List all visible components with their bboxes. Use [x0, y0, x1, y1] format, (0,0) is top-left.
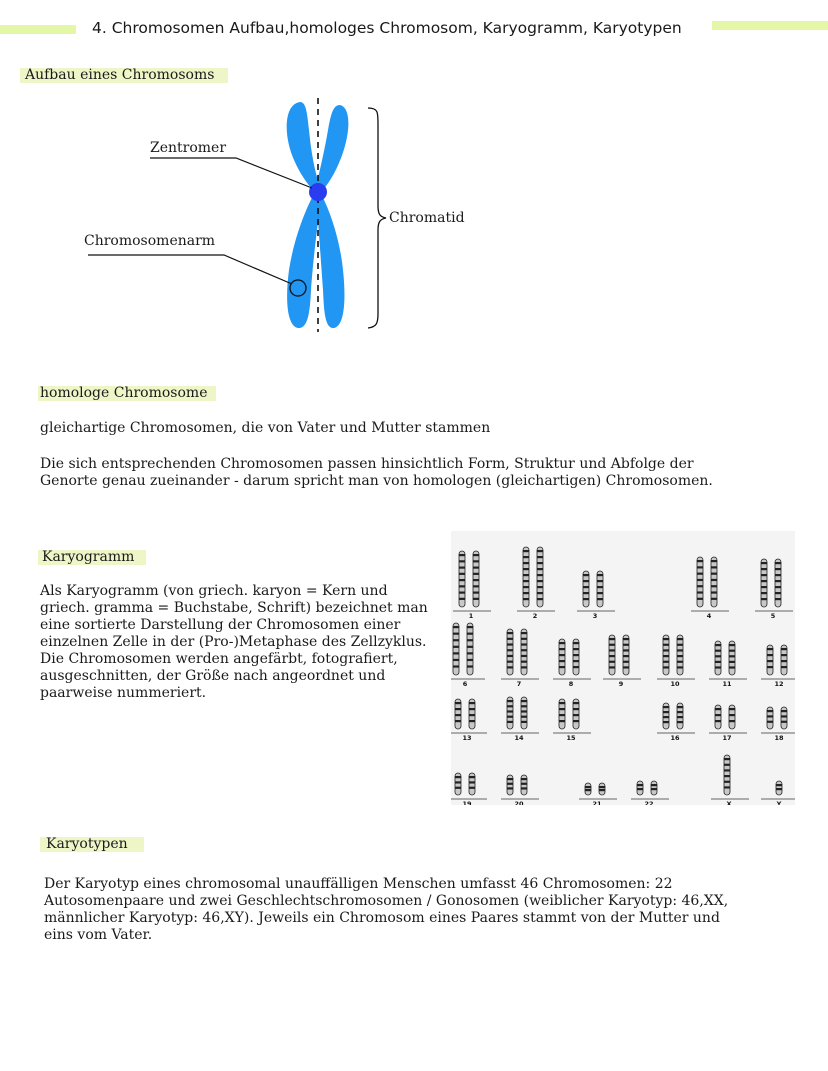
karyogram-band: [467, 626, 473, 628]
karyogram-number-label: 8: [568, 680, 574, 688]
karyogram-number-label: 19: [462, 800, 472, 805]
karyogram-chromosome: [583, 571, 589, 607]
karyogram-band: [473, 554, 479, 556]
karyogram-band: [711, 560, 717, 562]
karyogram-band: [775, 574, 781, 576]
karyogram-band: [767, 648, 773, 650]
karyogram-band: [523, 550, 529, 552]
karyogram-band: [623, 649, 629, 651]
chromatid-brace: [368, 108, 386, 328]
karyogram-band: [507, 783, 513, 785]
karyogram-band: [537, 550, 543, 552]
karyogram-band: [559, 708, 565, 710]
karyogram-number-label: 1: [468, 612, 474, 620]
karyogram-band: [711, 573, 717, 575]
karyogram-band: [523, 580, 529, 582]
karyogram-band: [724, 786, 730, 788]
karyogram-band: [583, 574, 589, 576]
karyogram-band: [715, 720, 721, 722]
zentromer-pointer: [150, 158, 312, 188]
karyogram-band: [521, 716, 527, 718]
title-highlight-left: [0, 25, 76, 34]
karyogramm-paragraph-line: einzelnen Zelle in der (Pro-)Metaphase des Zellzyklus.: [40, 634, 427, 650]
karyogramm-paragraph-line: paarweise nummeriert.: [40, 685, 207, 701]
karyogram-number-label: 16: [670, 734, 680, 742]
karyogram-band: [573, 666, 579, 668]
karyogram-band: [583, 598, 589, 600]
karyogram-band: [507, 643, 513, 645]
karyogram-band: [573, 708, 579, 710]
chromosome-arm-upper-right: [316, 105, 348, 193]
karyogram-band: [715, 714, 721, 716]
karyogram-number-label: 15: [566, 734, 576, 742]
karyogram-band: [663, 716, 669, 718]
karyogram-number-label: 2: [532, 612, 538, 620]
karyogram-number-label: X: [726, 800, 732, 805]
karyogram-band: [623, 666, 629, 668]
karyogram-band: [761, 568, 767, 570]
karyogram-band: [469, 776, 475, 778]
karyogram-band: [677, 638, 683, 640]
label-chromatid: Chromatid: [389, 210, 465, 226]
karyogram-number-label: 12: [774, 680, 784, 688]
karyogram-band: [573, 702, 579, 704]
karyogram-band: [711, 585, 717, 587]
karyogram-band: [453, 646, 459, 648]
karyogram-band: [537, 598, 543, 600]
karyogram-band: [724, 775, 730, 777]
karyogram-band: [459, 560, 465, 562]
karyogram-band: [469, 787, 475, 789]
label-chromosomenarm: Chromosomenarm: [84, 233, 216, 249]
karyogram-band: [729, 720, 735, 722]
karyogram-band: [715, 655, 721, 657]
karyogram-band: [523, 598, 529, 600]
karyogram-band: [537, 592, 543, 594]
karyogram-band: [729, 650, 735, 652]
karyogram-band: [609, 661, 615, 663]
karyogram-band: [663, 721, 669, 723]
karyogram-band: [775, 598, 781, 600]
karyogram-band: [473, 598, 479, 600]
karyogram-band: [585, 786, 591, 788]
karyogram-band: [697, 573, 703, 575]
karyogram-band: [467, 639, 473, 641]
chromosome-arm-lower-right: [316, 192, 344, 328]
karyogram-band: [729, 714, 735, 716]
karyotypen-paragraph-line: Autosomenpaare und zwei Geschlechtschromosomen / Gonosomen (weiblicher Karyotyp: 46,XX,: [44, 893, 729, 909]
karyogram-band: [761, 598, 767, 600]
karyogram-band: [677, 661, 683, 663]
karyogram-band: [559, 648, 565, 650]
karyogramm-paragraph-line: Die Chromosomen werden angefärbt, fotografiert,: [40, 651, 398, 667]
karyogram-band: [469, 781, 475, 783]
karyogram-band: [663, 638, 669, 640]
karyogram-band: [537, 556, 543, 558]
karyogram-band: [507, 661, 513, 663]
karyogram-band: [521, 632, 527, 634]
karyogram-band: [597, 592, 603, 594]
karyogram-band: [459, 554, 465, 556]
label-zentromer: Zentromer: [150, 140, 227, 156]
karyogram-band: [585, 789, 591, 791]
karyogram-band: [521, 661, 527, 663]
karyogram-number-label: 10: [670, 680, 680, 688]
karyogram-band: [455, 787, 461, 789]
karyogram-band: [455, 714, 461, 716]
karyogram-band: [597, 580, 603, 582]
karyogram-band: [455, 720, 461, 722]
karyogram-band: [724, 758, 730, 760]
karyogram-band: [507, 649, 513, 651]
karyogram-band: [761, 580, 767, 582]
karyogramm-heading: Karyogramm: [42, 549, 135, 565]
karyogram-band: [677, 666, 683, 668]
karyogram-band: [651, 784, 657, 786]
karyogram-band: [637, 788, 643, 790]
karyogram-band: [697, 560, 703, 562]
karyogram-band: [697, 579, 703, 581]
karyogram-number-label: 18: [774, 734, 784, 742]
karyogram-band: [459, 567, 465, 569]
karyogram-band: [467, 633, 473, 635]
karyogram-band: [663, 666, 669, 668]
karyogram-band: [724, 781, 730, 783]
chromosome-arm-lower-left: [287, 192, 322, 328]
karyogram-band: [781, 648, 787, 650]
homologe-paragraph: [40, 456, 713, 490]
karyogram-band: [767, 721, 773, 723]
karyogram-band: [537, 580, 543, 582]
karyogram-band: [507, 638, 513, 640]
karyogram-band: [523, 562, 529, 564]
karyogram-band: [469, 708, 475, 710]
karyogram-number-label: 5: [770, 612, 776, 620]
karyogram-band: [459, 579, 465, 581]
karyogram-number-label: 6: [462, 680, 468, 688]
karyogram-band: [467, 665, 473, 667]
karyogram-band: [507, 710, 513, 712]
karyogram-band: [507, 666, 513, 668]
karyogram-band: [711, 579, 717, 581]
karyogram-band: [507, 705, 513, 707]
karyogram-band: [781, 721, 787, 723]
karyogram-band: [775, 586, 781, 588]
homologe-definition: gleichartige Chromosomen, die von Vater und Mutter stammen: [40, 420, 491, 436]
karyogram-band: [597, 598, 603, 600]
karyogramm-paragraph-line: Als Karyogramm (von griech. karyon = Kern und: [40, 583, 388, 599]
karyogram-band: [469, 714, 475, 716]
karyogram-band: [609, 649, 615, 651]
karyogram-number-label: 22: [644, 800, 654, 805]
karyogram-band: [507, 778, 513, 780]
karyogram-band: [711, 566, 717, 568]
karyogram-band: [609, 638, 615, 640]
karyogram-band: [455, 781, 461, 783]
karyogram-band: [775, 568, 781, 570]
karyogram-band: [573, 642, 579, 644]
karyogram-band: [623, 644, 629, 646]
karyogram-band: [521, 643, 527, 645]
title-highlight-right: [712, 21, 828, 30]
karyogram-band: [537, 568, 543, 570]
karyogram-band: [559, 714, 565, 716]
karyogram-band: [775, 592, 781, 594]
karyogram-band: [453, 633, 459, 635]
karyogram-band: [459, 598, 465, 600]
karyogram-chromosome: [559, 639, 565, 675]
karyogram-band: [677, 644, 683, 646]
karyogram-band: [521, 705, 527, 707]
karyogram-number-label: 21: [592, 800, 602, 805]
karyogram-band: [523, 592, 529, 594]
karyogram-band: [521, 700, 527, 702]
karyogramm-paragraph-line: eine sortierte Darstellung der Chromosomen einer: [40, 617, 401, 633]
karyogram-band: [473, 573, 479, 575]
karyogram-band: [609, 655, 615, 657]
karyogram-band: [559, 642, 565, 644]
chromosomenarm-pointer: [88, 255, 292, 284]
karyogram-band: [623, 638, 629, 640]
karyogram-band: [761, 586, 767, 588]
karyogram-band: [677, 706, 683, 708]
karyogram-band: [663, 706, 669, 708]
karyogram-band: [473, 585, 479, 587]
karyogram-band: [781, 654, 787, 656]
karyogram-band: [767, 666, 773, 668]
karyotypen-heading: Karyotypen: [46, 836, 128, 852]
karyogram-band: [724, 764, 730, 766]
karyogram-band: [776, 784, 782, 786]
karyogram-band: [521, 778, 527, 780]
karyogram-band: [559, 654, 565, 656]
karyogram-band: [715, 661, 721, 663]
karyogram-band: [715, 708, 721, 710]
karyogram-number-label: 4: [706, 612, 712, 620]
karyogram-band: [677, 711, 683, 713]
karyogram-band: [523, 556, 529, 558]
karyogram-band: [573, 660, 579, 662]
karyogram-band: [523, 574, 529, 576]
karyogram-band: [761, 562, 767, 564]
karyogram-number-label: 9: [618, 680, 624, 688]
karyogram-band: [663, 655, 669, 657]
karyogram-band: [521, 710, 527, 712]
karyogram-band: [767, 654, 773, 656]
karyogram-band: [453, 665, 459, 667]
karyogram-band: [521, 666, 527, 668]
karyogram-band: [521, 649, 527, 651]
karyogram-band: [559, 702, 565, 704]
karyotypen-paragraph: [44, 876, 728, 944]
karyogram-band: [724, 769, 730, 771]
karyogram-band: [677, 721, 683, 723]
karyogram-number-label: Y: [776, 800, 782, 805]
karyogram-band: [767, 710, 773, 712]
karyogramm-paragraph-line: griech. gramma = Buchstabe, Schrift) bezeichnet man: [40, 600, 428, 616]
karyogram-band: [521, 655, 527, 657]
karyogram-band: [459, 592, 465, 594]
karyogram-band: [473, 560, 479, 562]
karyotypen-paragraph-line: männlicher Karyotyp: 46,XY). Jeweils ein Chromosom eines Paares stammt von der Mutter und: [44, 910, 720, 926]
page-title: 4. Chromosomen Aufbau,homologes Chromosom, Karyogramm, Karyotypen: [92, 19, 682, 37]
karyogram-band: [453, 659, 459, 661]
karyogram-band: [677, 649, 683, 651]
karyogram-band: [599, 789, 605, 791]
karyogram-number-label: 20: [514, 800, 524, 805]
karyogram-band: [523, 586, 529, 588]
karyogram-number-label: 13: [462, 734, 472, 742]
karyogram-band: [609, 666, 615, 668]
karyogram-band: [761, 574, 767, 576]
karyogramm-paragraph: [40, 583, 428, 702]
karyogram-band: [467, 659, 473, 661]
karyogram-band: [711, 591, 717, 593]
karyogram-band: [597, 586, 603, 588]
karyogram-band: [573, 654, 579, 656]
karyogram-band: [775, 580, 781, 582]
karyogram-number-label: 11: [722, 680, 732, 688]
karyogram-band: [507, 787, 513, 789]
karyogram-band: [729, 661, 735, 663]
karyogram-band: [507, 655, 513, 657]
karyogram-band: [767, 660, 773, 662]
karyotypen-paragraph-line: eins vom Vater.: [44, 927, 153, 943]
karyogram-band: [507, 721, 513, 723]
karyogram-band: [455, 708, 461, 710]
karyogram-band: [469, 720, 475, 722]
karyogram-band: [473, 567, 479, 569]
karyogram-band: [469, 702, 475, 704]
karyogram-band: [663, 649, 669, 651]
karyogram-band: [623, 661, 629, 663]
karyogram-band: [781, 666, 787, 668]
karyogram-chromosome: [597, 571, 603, 607]
karyogram-band: [609, 644, 615, 646]
karyogram-band: [559, 660, 565, 662]
aufbau-heading: Aufbau eines Chromosoms: [25, 67, 215, 83]
karyogram-number-label: 14: [514, 734, 524, 742]
karyogram-band: [697, 591, 703, 593]
karyogram-band: [521, 783, 527, 785]
karyogram-band: [781, 710, 787, 712]
karyogram-number-label: 7: [516, 680, 522, 688]
karyogram-band: [729, 666, 735, 668]
karyogram-band: [537, 562, 543, 564]
karyogram-number-label: 17: [722, 734, 732, 742]
karyogram-band: [507, 632, 513, 634]
karyogram-band: [637, 784, 643, 786]
karyogram-band: [459, 585, 465, 587]
karyogram-band: [729, 708, 735, 710]
karyogram-band: [781, 660, 787, 662]
karyogram-band: [537, 586, 543, 588]
karyogram-band: [453, 652, 459, 654]
karyogram-band: [761, 592, 767, 594]
karyogram-band: [651, 788, 657, 790]
karyogram-band: [573, 648, 579, 650]
karyogram-band: [775, 562, 781, 564]
karyogram-band: [623, 655, 629, 657]
homologe-heading: homologe Chromosome: [40, 385, 208, 401]
karyogram-image: [451, 531, 795, 805]
karyogram-band: [521, 787, 527, 789]
karyogram-band: [459, 573, 465, 575]
karyogram-band: [583, 592, 589, 594]
karyogram-band: [715, 650, 721, 652]
karyogram-band: [523, 568, 529, 570]
centromere-dot: [309, 183, 327, 201]
karyogram-band: [729, 655, 735, 657]
karyogram-band: [677, 716, 683, 718]
karyogram-band: [697, 585, 703, 587]
karyotypen-paragraph-line: Der Karyotyp eines chromosomal unauffälligen Menschen umfasst 46 Chromosomen: 22: [44, 876, 673, 892]
karyogram-band: [537, 574, 543, 576]
karyogram-band: [473, 592, 479, 594]
karyogram-band: [455, 702, 461, 704]
karyogram-chromosome: [573, 639, 579, 675]
karyogram-band: [663, 661, 669, 663]
karyogram-band: [711, 598, 717, 600]
karyogram-band: [473, 579, 479, 581]
homologe-paragraph-line: Die sich entsprechenden Chromosomen passen hinsichtlich Form, Struktur und Abfolge der: [40, 456, 694, 472]
karyogram-band: [599, 786, 605, 788]
karyogram-band: [663, 711, 669, 713]
karyogram-band: [507, 700, 513, 702]
karyogram-band: [573, 714, 579, 716]
karyogram-band: [467, 652, 473, 654]
karyogram-band: [573, 720, 579, 722]
karyogram-band: [559, 720, 565, 722]
karyogram-band: [677, 655, 683, 657]
karyogram-band: [729, 644, 735, 646]
karyogram-band: [521, 721, 527, 723]
karyogram-band: [583, 580, 589, 582]
karyogram-band: [597, 574, 603, 576]
karyogram-band: [453, 626, 459, 628]
karyogram-band: [715, 644, 721, 646]
karyogram-band: [453, 639, 459, 641]
karyogram-band: [697, 598, 703, 600]
karyogram-band: [663, 644, 669, 646]
karyogram-band: [697, 566, 703, 568]
karyogram-band: [467, 646, 473, 648]
karyogramm-paragraph-line: ausgeschnitten, der Größe nach angeordnet und: [40, 668, 386, 684]
karyogram-number-label: 3: [592, 612, 598, 620]
homologe-paragraph-line: Genorte genau zueinander - darum spricht man von homologen (gleichartigen) Chromosomen.: [40, 473, 713, 489]
karyogram-band: [767, 715, 773, 717]
karyogram-band: [455, 776, 461, 778]
karyogram-band: [583, 586, 589, 588]
karyogram-band: [521, 638, 527, 640]
karyogram-band: [715, 666, 721, 668]
karyogram-band: [781, 715, 787, 717]
karyogram-band: [559, 666, 565, 668]
karyogram-band: [776, 788, 782, 790]
karyogram-band: [507, 716, 513, 718]
